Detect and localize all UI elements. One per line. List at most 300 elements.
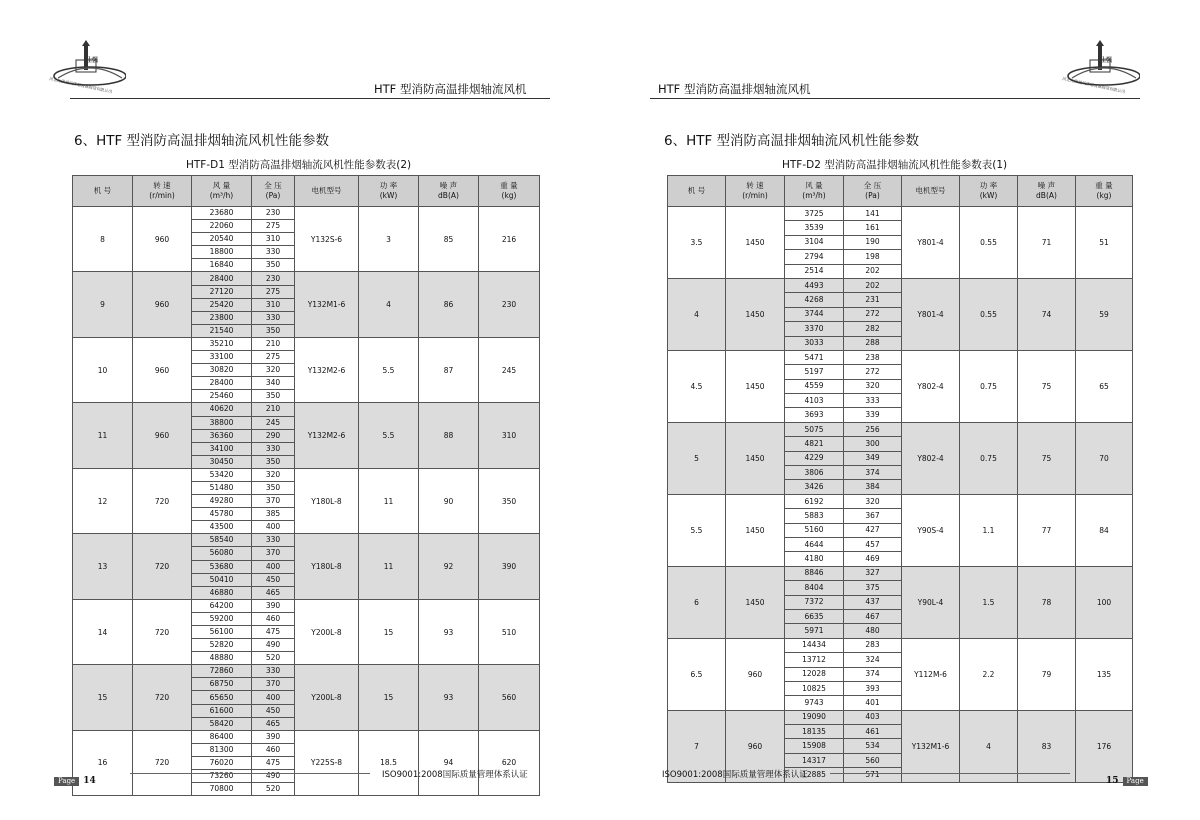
col-noise: 噪 声 dB(A): [1018, 176, 1076, 207]
fan-group: [668, 494, 1133, 566]
cell-pressure: 283: [844, 638, 902, 652]
cell-noise: 87: [419, 337, 479, 402]
cell-pressure: 330: [252, 311, 295, 324]
cell-pressure: 571: [844, 768, 902, 782]
cell-machine-no: 9: [73, 272, 133, 337]
cell-flow: 53680: [192, 560, 252, 573]
fan-group: [668, 422, 1133, 494]
cell-weight: 65: [1076, 350, 1133, 422]
cell-flow: 23680: [192, 207, 252, 220]
logo-company-name: 河北仕强通风排烟设备制造有限公司: [48, 76, 113, 95]
cell-power: 18.5: [359, 730, 419, 795]
cell-motor: Y200L-8: [295, 665, 359, 730]
cell-pressure: 324: [844, 653, 902, 667]
cell-noise: 93: [419, 665, 479, 730]
col-pressure: 全 压 (Pa): [252, 176, 295, 207]
cell-flow: 3539: [785, 221, 844, 235]
cell-pressure: 490: [252, 770, 295, 783]
col-machine-no: 机 号: [668, 176, 726, 207]
cell-pressure: 275: [252, 285, 295, 298]
cell-pressure: 272: [844, 307, 902, 321]
cell-flow: 27120: [192, 285, 252, 298]
cell-pressure: 400: [252, 521, 295, 534]
cell-pressure: 475: [252, 626, 295, 639]
col-noise: 噪 声 dB(A): [419, 176, 479, 207]
header-title: HTF 型消防高温排烟轴流风机: [374, 82, 527, 96]
cell-flow: 5075: [785, 422, 844, 436]
table-row: [73, 468, 540, 481]
cell-motor: Y132M1-6: [295, 272, 359, 337]
header-rule: [650, 98, 1140, 99]
cell-pressure: 339: [844, 408, 902, 422]
cell-weight: 135: [1076, 638, 1133, 710]
cell-flow: 8846: [785, 566, 844, 580]
cell-noise: 77: [1018, 494, 1076, 566]
cell-flow: 18800: [192, 246, 252, 259]
cell-machine-no: 12: [73, 468, 133, 533]
cell-machine-no: 13: [73, 534, 133, 599]
cell-pressure: 401: [844, 696, 902, 710]
cell-pressure: 390: [252, 599, 295, 612]
table-row: [668, 278, 1133, 292]
page-label: Page: [1123, 777, 1148, 786]
cell-flow: 6192: [785, 494, 844, 508]
page-number: 15: [1106, 776, 1119, 786]
logo-company-name: 河北仕强通风排烟设备制造有限公司: [1061, 76, 1126, 95]
cell-pressure: 230: [252, 207, 295, 220]
cell-flow: 4180: [785, 552, 844, 566]
cell-flow: 3370: [785, 322, 844, 336]
cell-flow: 76020: [192, 756, 252, 769]
page-indicator: [54, 768, 100, 786]
cell-noise: 79: [1018, 638, 1076, 710]
cell-flow: 45780: [192, 508, 252, 521]
cell-flow: 38800: [192, 416, 252, 429]
cell-pressure: 320: [844, 379, 902, 393]
cell-machine-no: 10: [73, 337, 133, 402]
fan-group: [73, 272, 540, 337]
table-row: [73, 337, 540, 350]
cell-flow: 12028: [785, 667, 844, 681]
cell-power: 1.1: [960, 494, 1018, 566]
cell-noise: 94: [419, 730, 479, 795]
table-row: [668, 350, 1133, 364]
cell-pressure: 300: [844, 437, 902, 451]
cell-noise: 92: [419, 534, 479, 599]
cell-weight: 70: [1076, 422, 1133, 494]
cell-speed: 1450: [726, 350, 785, 422]
cell-motor: Y180L-8: [295, 534, 359, 599]
cell-pressure: 385: [252, 508, 295, 521]
footer-rule: [130, 773, 370, 774]
fan-group: [73, 337, 540, 402]
cell-speed: 960: [133, 337, 192, 402]
cell-motor: Y200L-8: [295, 599, 359, 664]
cell-flow: 25460: [192, 390, 252, 403]
cell-pressure: 475: [252, 756, 295, 769]
table-row: [668, 566, 1133, 580]
cell-power: 2.2: [960, 638, 1018, 710]
cell-pressure: 403: [844, 710, 902, 724]
cell-flow: 50410: [192, 573, 252, 586]
cell-pressure: 202: [844, 278, 902, 292]
fan-group: [668, 638, 1133, 710]
cell-flow: 28400: [192, 272, 252, 285]
cell-machine-no: 11: [73, 403, 133, 468]
cell-pressure: 370: [252, 678, 295, 691]
cell-speed: 720: [133, 665, 192, 730]
cell-pressure: 560: [844, 753, 902, 767]
cell-flow: 3033: [785, 336, 844, 350]
cell-pressure: 467: [844, 609, 902, 623]
cell-flow: 70800: [192, 783, 252, 796]
cell-pressure: 490: [252, 639, 295, 652]
table-row: [73, 599, 540, 612]
header-title: HTF 型消防高温排烟轴流风机: [658, 82, 811, 96]
cell-flow: 40620: [192, 403, 252, 416]
cell-pressure: 450: [252, 704, 295, 717]
cell-machine-no: 16: [73, 730, 133, 795]
cell-flow: 5160: [785, 523, 844, 537]
cell-noise: 86: [419, 272, 479, 337]
cell-pressure: 190: [844, 235, 902, 249]
cell-machine-no: 3.5: [668, 207, 726, 279]
col-machine-no: 机 号: [73, 176, 133, 207]
cell-power: 5.5: [359, 403, 419, 468]
cell-flow: 4103: [785, 394, 844, 408]
table-row: [668, 638, 1133, 652]
fan-group: [73, 534, 540, 599]
cell-pressure: 450: [252, 573, 295, 586]
cell-flow: 12885: [785, 768, 844, 782]
page-indicator: [1102, 768, 1148, 786]
cell-pressure: 288: [844, 336, 902, 350]
cell-speed: 1450: [726, 278, 785, 350]
cell-motor: Y90S-4: [902, 494, 960, 566]
cell-flow: 8404: [785, 581, 844, 595]
cell-power: 15: [359, 599, 419, 664]
table-row: [668, 207, 1133, 221]
cell-weight: 100: [1076, 566, 1133, 638]
cell-pressure: 465: [252, 717, 295, 730]
cell-speed: 720: [133, 534, 192, 599]
fan-group: [73, 730, 540, 795]
cell-pressure: 256: [844, 422, 902, 436]
cell-flow: 10825: [785, 681, 844, 695]
cell-weight: 216: [479, 207, 540, 272]
cell-pressure: 461: [844, 725, 902, 739]
cell-pressure: 320: [252, 364, 295, 377]
table-row: [73, 730, 540, 743]
cell-pressure: 330: [252, 246, 295, 259]
cell-pressure: 393: [844, 681, 902, 695]
cell-pressure: 327: [844, 566, 902, 580]
cell-flow: 5471: [785, 350, 844, 364]
fan-group: [668, 278, 1133, 350]
cell-pressure: 534: [844, 739, 902, 753]
cell-weight: 310: [479, 403, 540, 468]
cell-flow: 61600: [192, 704, 252, 717]
cell-pressure: 310: [252, 298, 295, 311]
cell-weight: 620: [479, 730, 540, 795]
cell-speed: 1450: [726, 494, 785, 566]
cell-speed: 960: [133, 272, 192, 337]
cell-weight: 560: [479, 665, 540, 730]
page-label: Page: [54, 777, 79, 786]
table-row: [668, 494, 1133, 508]
cell-speed: 1450: [726, 207, 785, 279]
cell-flow: 15908: [785, 739, 844, 753]
section-title: 6、HTF 型消防高温排烟轴流风机性能参数: [664, 133, 920, 149]
cell-flow: 52820: [192, 639, 252, 652]
cell-speed: 1450: [726, 422, 785, 494]
cell-noise: 90: [419, 468, 479, 533]
cell-pressure: 290: [252, 429, 295, 442]
cell-pressure: 370: [252, 547, 295, 560]
cell-motor: Y132M2-6: [295, 403, 359, 468]
cell-flow: 7372: [785, 595, 844, 609]
col-motor: 电机型号: [295, 176, 359, 207]
cell-flow: 53420: [192, 468, 252, 481]
cell-pressure: 460: [252, 612, 295, 625]
cell-flow: 4493: [785, 278, 844, 292]
cell-weight: 510: [479, 599, 540, 664]
cell-machine-no: 15: [73, 665, 133, 730]
cell-flow: 34100: [192, 442, 252, 455]
cell-pressure: 460: [252, 743, 295, 756]
cell-pressure: 350: [252, 324, 295, 337]
cell-flow: 48880: [192, 652, 252, 665]
cell-pressure: 320: [252, 468, 295, 481]
cell-pressure: 275: [252, 220, 295, 233]
cell-machine-no: 4: [668, 278, 726, 350]
cell-flow: 9743: [785, 696, 844, 710]
footer-rule: [830, 773, 1070, 774]
cell-pressure: 310: [252, 233, 295, 246]
cell-motor: Y802-4: [902, 350, 960, 422]
cell-noise: 75: [1018, 422, 1076, 494]
fan-group: [668, 207, 1133, 279]
cell-pressure: 210: [252, 337, 295, 350]
cell-pressure: 480: [844, 624, 902, 638]
cell-flow: 64200: [192, 599, 252, 612]
cell-machine-no: 5.5: [668, 494, 726, 566]
table-row: [73, 207, 540, 220]
cell-motor: Y180L-8: [295, 468, 359, 533]
performance-table-d2: [667, 175, 1133, 783]
cell-machine-no: 4.5: [668, 350, 726, 422]
cell-pressure: 390: [252, 730, 295, 743]
table-row: [73, 665, 540, 678]
cell-flow: 43500: [192, 521, 252, 534]
cell-flow: 30820: [192, 364, 252, 377]
cell-flow: 4559: [785, 379, 844, 393]
cell-flow: 65650: [192, 691, 252, 704]
cell-machine-no: 8: [73, 207, 133, 272]
cell-flow: 49280: [192, 495, 252, 508]
cell-pressure: 349: [844, 451, 902, 465]
cell-pressure: 275: [252, 351, 295, 364]
cell-power: 15: [359, 665, 419, 730]
cell-power: 3: [359, 207, 419, 272]
cell-motor: Y132M2-6: [295, 337, 359, 402]
cell-flow: 14317: [785, 753, 844, 767]
cell-pressure: 374: [844, 466, 902, 480]
cell-weight: 230: [479, 272, 540, 337]
cell-flow: 19090: [785, 710, 844, 724]
col-power: 功 率 (kW): [960, 176, 1018, 207]
fan-group: [73, 665, 540, 730]
cell-weight: 390: [479, 534, 540, 599]
cell-flow: 21540: [192, 324, 252, 337]
cell-motor: Y132S-6: [295, 207, 359, 272]
cell-pressure: 374: [844, 667, 902, 681]
table-title: HTF-D2 型消防高温排烟轴流风机性能参数表(1): [782, 159, 1008, 171]
cell-noise: 85: [419, 207, 479, 272]
cell-motor: Y801-4: [902, 207, 960, 279]
cell-flow: 23800: [192, 311, 252, 324]
cell-flow: 16840: [192, 259, 252, 272]
cell-flow: 2514: [785, 264, 844, 278]
cell-flow: 36360: [192, 429, 252, 442]
cell-flow: 13712: [785, 653, 844, 667]
cell-power: 11: [359, 534, 419, 599]
cell-power: 0.55: [960, 278, 1018, 350]
cell-speed: 720: [133, 468, 192, 533]
col-flow: 风 量 (m³/h): [192, 176, 252, 207]
cell-noise: 75: [1018, 350, 1076, 422]
cell-flow: 72860: [192, 665, 252, 678]
performance-table-d1: [72, 175, 540, 796]
cell-flow: 18135: [785, 725, 844, 739]
cell-speed: 1450: [726, 566, 785, 638]
cell-power: 4: [960, 710, 1018, 782]
cell-flow: 28400: [192, 377, 252, 390]
cell-noise: 83: [1018, 710, 1076, 782]
table-row: [668, 710, 1133, 724]
fan-group: [73, 468, 540, 533]
footer-certification: ISO9001:2008国际质量管理体系认证: [382, 770, 528, 780]
cell-speed: 720: [133, 730, 192, 795]
cell-pressure: 465: [252, 586, 295, 599]
logo-brand-name: 仕强: [1100, 57, 1113, 64]
table-row: [73, 272, 540, 285]
header-rule: [70, 98, 550, 99]
cell-pressure: 520: [252, 783, 295, 796]
cell-flow: 4644: [785, 537, 844, 551]
cell-pressure: 427: [844, 523, 902, 537]
cell-speed: 960: [726, 710, 785, 782]
col-motor: 电机型号: [902, 176, 960, 207]
col-speed: 转 速 (r/min): [133, 176, 192, 207]
cell-pressure: 350: [252, 455, 295, 468]
cell-noise: 93: [419, 599, 479, 664]
col-flow: 风 量 (m³/h): [785, 176, 844, 207]
cell-noise: 78: [1018, 566, 1076, 638]
cell-pressure: 384: [844, 480, 902, 494]
cell-pressure: 231: [844, 293, 902, 307]
cell-flow: 86400: [192, 730, 252, 743]
cell-pressure: 141: [844, 207, 902, 221]
cell-pressure: 198: [844, 250, 902, 264]
cell-pressure: 320: [844, 494, 902, 508]
table-header: [73, 176, 540, 207]
cell-pressure: 282: [844, 322, 902, 336]
cell-pressure: 437: [844, 595, 902, 609]
table-title: HTF-D1 型消防高温排烟轴流风机性能参数表(2): [186, 159, 412, 171]
cell-pressure: 330: [252, 665, 295, 678]
cell-motor: Y112M-6: [902, 638, 960, 710]
fan-group: [73, 599, 540, 664]
cell-flow: 3744: [785, 307, 844, 321]
cell-motor: Y801-4: [902, 278, 960, 350]
cell-flow: 46880: [192, 586, 252, 599]
table-header: [668, 176, 1133, 207]
cell-pressure: 400: [252, 691, 295, 704]
cell-flow: 58540: [192, 534, 252, 547]
col-power: 功 率 (kW): [359, 176, 419, 207]
cell-flow: 3693: [785, 408, 844, 422]
col-weight: 重 量 (kg): [479, 176, 540, 207]
cell-flow: 2794: [785, 250, 844, 264]
cell-flow: 3426: [785, 480, 844, 494]
cell-pressure: 272: [844, 365, 902, 379]
cell-flow: 33100: [192, 351, 252, 364]
cell-pressure: 330: [252, 442, 295, 455]
cell-flow: 81300: [192, 743, 252, 756]
cell-weight: 84: [1076, 494, 1133, 566]
cell-weight: 51: [1076, 207, 1133, 279]
cell-flow: 35210: [192, 337, 252, 350]
cell-flow: 59200: [192, 612, 252, 625]
cell-power: 1.5: [960, 566, 1018, 638]
cell-pressure: 350: [252, 481, 295, 494]
cell-flow: 4229: [785, 451, 844, 465]
cell-pressure: 245: [252, 416, 295, 429]
fan-group: [73, 403, 540, 468]
cell-noise: 74: [1018, 278, 1076, 350]
cell-pressure: 400: [252, 560, 295, 573]
cell-weight: 245: [479, 337, 540, 402]
cell-power: 11: [359, 468, 419, 533]
col-speed: 转 速 (r/min): [726, 176, 785, 207]
table-row: [73, 403, 540, 416]
cell-flow: 25420: [192, 298, 252, 311]
cell-flow: 4268: [785, 293, 844, 307]
cell-flow: 5883: [785, 509, 844, 523]
cell-noise: 88: [419, 403, 479, 468]
cell-machine-no: 14: [73, 599, 133, 664]
cell-pressure: 350: [252, 259, 295, 272]
cell-speed: 720: [133, 599, 192, 664]
cell-flow: 58420: [192, 717, 252, 730]
cell-weight: 59: [1076, 278, 1133, 350]
cell-machine-no: 5: [668, 422, 726, 494]
cell-pressure: 230: [252, 272, 295, 285]
cell-machine-no: 6: [668, 566, 726, 638]
cell-flow: 22060: [192, 220, 252, 233]
cell-motor: Y132M1-6: [902, 710, 960, 782]
cell-flow: 56080: [192, 547, 252, 560]
table-row: [668, 422, 1133, 436]
cell-pressure: 457: [844, 537, 902, 551]
cell-power: 0.55: [960, 207, 1018, 279]
cell-flow: 5971: [785, 624, 844, 638]
cell-weight: 350: [479, 468, 540, 533]
cell-flow: 3104: [785, 235, 844, 249]
cell-pressure: 370: [252, 495, 295, 508]
cell-pressure: 330: [252, 534, 295, 547]
